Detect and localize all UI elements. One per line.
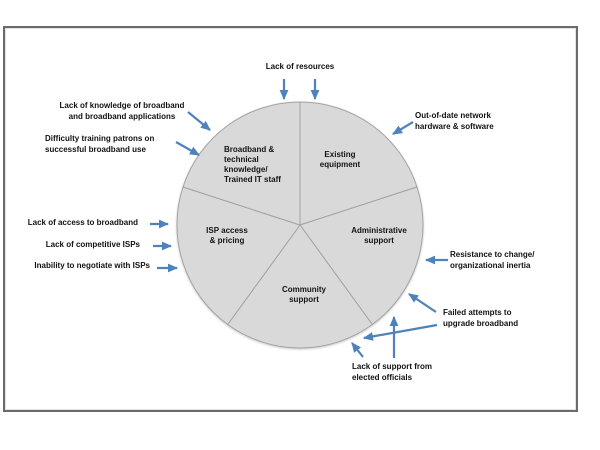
slice-label-broadband-technical-knowledge-line: Broadband & bbox=[224, 145, 275, 154]
slice-label-existing-equipment-line: Existing bbox=[324, 150, 356, 159]
slice-label-community-support bbox=[282, 285, 326, 305]
slice-label-isp-access-pricing-line: & pricing bbox=[209, 236, 245, 245]
callout-label-failed-attempts-line: Failed attempts to bbox=[443, 308, 512, 317]
callout-label-lack-of-access bbox=[28, 217, 138, 228]
slice-label-broadband-technical-knowledge bbox=[224, 145, 281, 185]
callout-label-resistance-to-change-line: Resistance to change/ bbox=[450, 250, 535, 259]
slice-label-administrative-support bbox=[351, 226, 407, 246]
slice-label-broadband-technical-knowledge-line: technical bbox=[224, 155, 259, 164]
slice-label-community-support-line: support bbox=[289, 295, 319, 304]
slice-label-administrative-support-line: support bbox=[364, 236, 394, 245]
callout-label-lack-of-access-line: Lack of access to broadband bbox=[27, 218, 138, 227]
slice-label-existing-equipment bbox=[320, 150, 360, 170]
callout-label-lack-of-resources-line: Lack of resources bbox=[265, 62, 335, 71]
callout-label-resistance-to-change bbox=[450, 249, 534, 271]
callout-label-lack-of-support-line: elected officials bbox=[352, 373, 413, 382]
callout-label-lack-of-knowledge-line: and broadband applications bbox=[68, 112, 176, 121]
slice-label-existing-equipment-line: equipment bbox=[319, 160, 361, 169]
callout-label-out-of-date-network bbox=[415, 110, 494, 132]
callout-label-lack-of-competitive-isps bbox=[46, 239, 140, 250]
callout-label-inability-to-negotiate bbox=[34, 260, 150, 271]
callout-arrow-out-of-date bbox=[393, 122, 413, 134]
callout-label-failed-attempts-line: upgrade broadband bbox=[443, 319, 519, 328]
callout-label-difficulty-training-line: Difficulty training patrons on bbox=[45, 134, 155, 143]
slice-label-administrative-support-line: Administrative bbox=[351, 226, 407, 235]
callout-arrow-training bbox=[176, 142, 199, 155]
callout-arrow-failed-upleft bbox=[409, 294, 436, 312]
slice-label-broadband-technical-knowledge-line: Trained IT staff bbox=[224, 175, 281, 184]
callout-label-lack-of-resources bbox=[266, 61, 334, 72]
callout-label-lack-of-competitive-isps-line: Lack of competitive ISPs bbox=[45, 240, 140, 249]
callout-label-inability-to-negotiate-line: Inability to negotiate with ISPs bbox=[34, 261, 150, 270]
callout-label-failed-attempts bbox=[443, 307, 518, 329]
callout-arrow-knowledge bbox=[188, 112, 210, 130]
callout-label-out-of-date-network-line: Out-of-date network bbox=[415, 111, 491, 120]
slice-label-isp-access-pricing-line: ISP access bbox=[206, 226, 248, 235]
callout-arrow-support-upleft bbox=[352, 343, 363, 357]
callout-label-lack-of-knowledge bbox=[60, 100, 185, 122]
slice-label-broadband-technical-knowledge-line: knowledge/ bbox=[224, 165, 268, 174]
callout-label-lack-of-knowledge-line: Lack of knowledge of broadband bbox=[59, 101, 185, 110]
callout-label-out-of-date-network-line: hardware & software bbox=[415, 122, 494, 131]
callout-label-lack-of-support-line: Lack of support from bbox=[352, 362, 433, 371]
callout-label-difficulty-training bbox=[45, 133, 154, 155]
callout-label-lack-of-support bbox=[352, 361, 432, 383]
slice-label-community-support-line: Community bbox=[282, 285, 326, 294]
callout-label-resistance-to-change-line: organizational inertia bbox=[450, 261, 531, 270]
slice-label-isp-access-pricing bbox=[206, 226, 248, 246]
callout-label-difficulty-training-line: successful broadband use bbox=[45, 145, 146, 154]
callout-arrow-failed-left bbox=[364, 325, 437, 338]
